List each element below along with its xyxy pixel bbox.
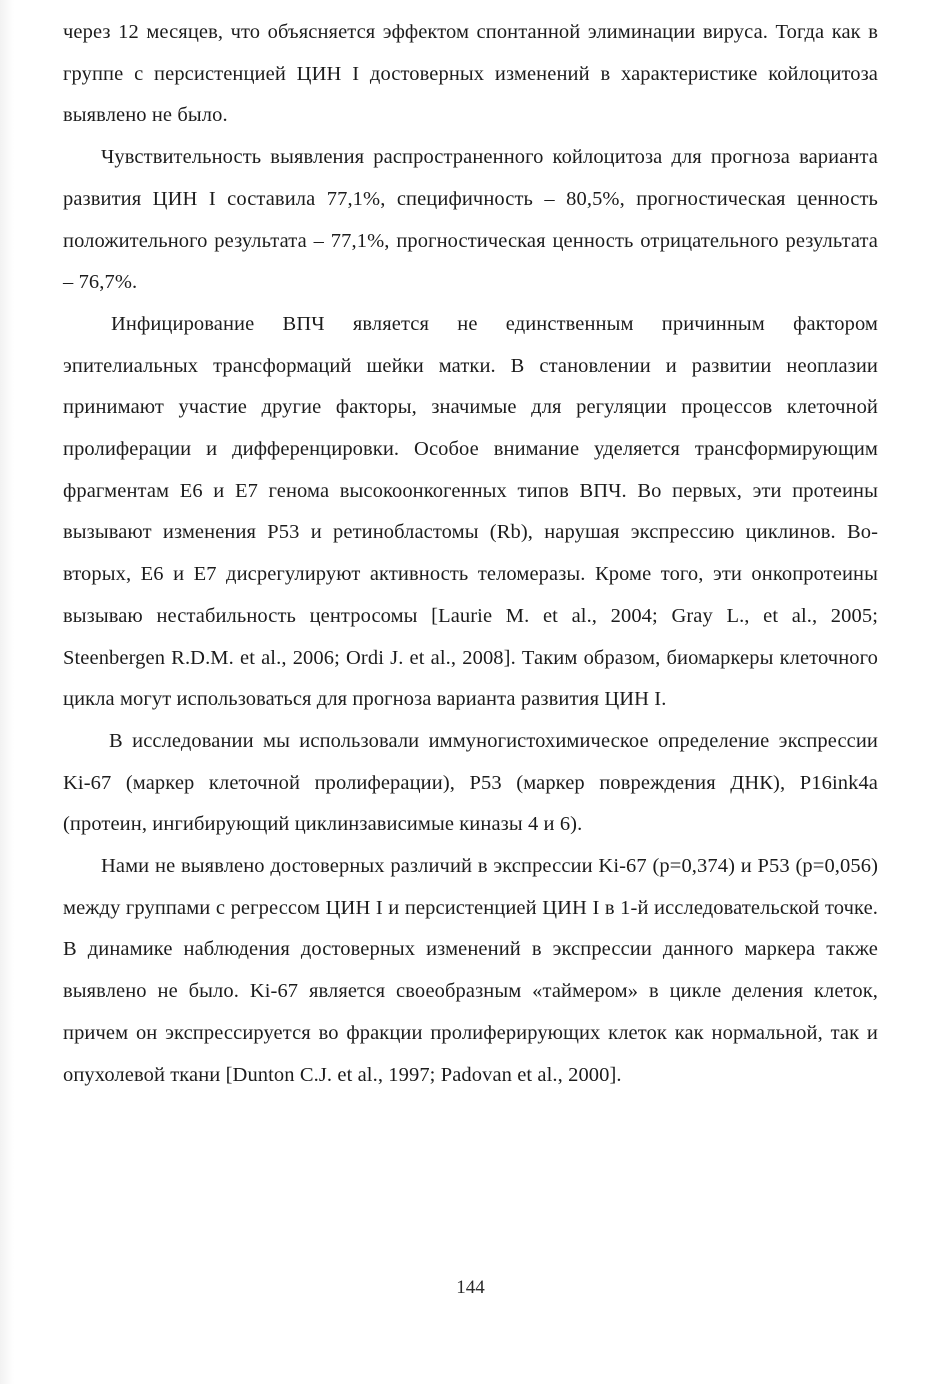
page-number: 144 (456, 1277, 485, 1298)
paragraph-ki67-results: Нами не выявлено достоверных различий в экспрессии Ki-67 (p=0,374) и P53 (p=0,056) между группами с регрессом ЦИН I и персистенцией ЦИН I в 1-й исследовательской точке. В динамике наблюдения достоверных изменений в экспрессии данного маркера также выявлено не было. Ki-67 является своеобразным «таймером» в цикле деления клеток, причем он экспрессируется во фракции пролиферирующих клеток как нормальной, так и опухолевой ткани [Dunton C.J. et al., 1997; Padovan et al., 2000]. (63, 855, 878, 1086)
paragraph-continuation: через 12 месяцев, что объясняется эффектом спонтанной элиминации вируса. Тогда как в группе с персистенцией ЦИН I достоверных изменений в характеристике койлоцитоза выявлено не было. (63, 21, 878, 127)
body-text (63, 12, 878, 1096)
paragraph-hpv-infection: Инфицирование ВПЧ является не единственным причинным фактором эпителиальных трансформаций шейки матки. В становлении и развитии неоплазии принимают участие другие факторы, значимые для регуляции процессов клеточной пролиферации и дифференцировки. Особое внимание уделяется трансформирующим фрагментам Е6 и Е7 генома высокоонкогенных типов ВПЧ. Во первых, эти протеины вызывают изменения Р53 и ретинобластомы (Rb), нарушая экспрессию циклинов. Во-вторых, Е6 и Е7 дисрегулируют активность теломеразы. Кроме того, эти онкопротеины вызываю нестабильность центросомы [Laurie M. et al., 2004; Gray L., et al., 2005; Steenbergen R.D.M. et al., 2006; Ordi J. et al., 2008]. Таким образом, биомаркеры клеточного цикла могут использоваться для прогноза варианта развития ЦИН I. (63, 312, 878, 711)
scan-edge-shadow (0, 0, 14, 1384)
paragraph-sensitivity: Чувствительность выявления распространенного койлоцитоза для прогноза варианта развития ЦИН I составила 77,1%, специфичность – 80,5%, прогностическая ценность положительного результата – 77,1%, прогностическая ценность отрицательного результата – 76,7%. (63, 146, 878, 294)
paragraph-immunohistochemistry: В исследовании мы использовали иммуногистохимическое определение экспрессии Ki-67 (маркер клеточной пролиферации), Р53 (маркер повреждения ДНК), P16ink4a (протеин, ингибирующий циклинзависимые киназы 4 и 6). (63, 729, 878, 836)
